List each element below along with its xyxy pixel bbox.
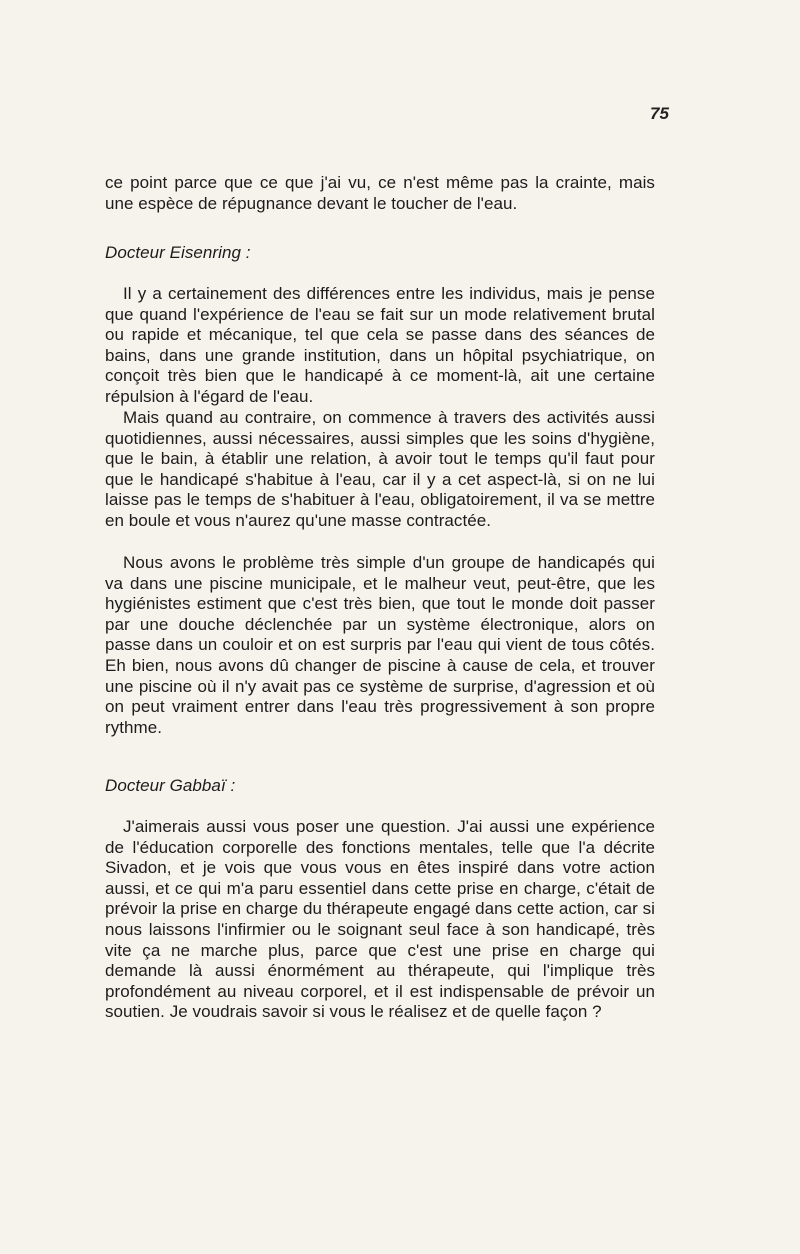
speaker-name: Docteur Eisenring : bbox=[105, 243, 251, 262]
speaker-name: Docteur Gabbaï : bbox=[105, 776, 236, 795]
paragraph-eisenring-1 bbox=[105, 284, 655, 408]
paragraph-gabbai bbox=[105, 817, 655, 1023]
paragraph-eisenring-3 bbox=[105, 553, 655, 738]
paragraph-continuation bbox=[105, 173, 655, 214]
page-number: 75 bbox=[650, 104, 669, 123]
paragraph-text: J'aimerais aussi vous poser une question. J'ai aussi une expérience de l'éducation corporelle des fonctions mentales, telle que l'a décrite Sivadon, et je vois que vous vous en êtes inspiré dans votre action aussi, et ce qui m'a paru essentiel dans cette prise en charge, c'était de prévoir la prise en charge du thérapeute engagé dans cette action, car si nous laissons l'infirmier ou le soignant seul face à son handicapé, très vite ça ne marche plus, parce que c'est une prise en charge qui demande là aussi énormément au thérapeute, qui l'implique très profondément au niveau corporel, et il est indispensable de prévoir un soutien. Je voudrais savoir si vous le réalisez et de quelle façon ? bbox=[105, 817, 655, 1022]
speaker-heading-gabbai bbox=[105, 776, 655, 797]
speaker-heading-eisenring bbox=[105, 243, 655, 264]
paragraph-text: Mais quand au contraire, on commence à travers des activités aussi quotidiennes, aussi nécessaires, aussi simples que les soins d'hygiène, que le bain, à établir une relation, à avoir tout le temps qu'il faut pour que le handicapé s'habitue à l'eau, car il y a cet aspect-là, si on ne lui laisse pas le temps de s'habituer à l'eau, obligatoirement, il va se mettre en boule et vous n'aurez qu'une masse contractée. bbox=[105, 408, 655, 530]
paragraph-text: ce point parce que ce que j'ai vu, ce n'est même pas la crainte, mais une espèce de répugnance devant le toucher de l'eau. bbox=[105, 173, 655, 213]
paragraph-text: Il y a certainement des différences entre les individus, mais je pense que quand l'expérience de l'eau se fait sur un mode relativement brutal ou rapide et mécanique, tel que cela se passe dans des séances de bains, dans une grande institution, dans un hôpital psychiatrique, on conçoit très bien que le handicapé à ce moment-là, ait une certaine répulsion à l'égard de l'eau. bbox=[105, 284, 655, 406]
paragraph-text: Nous avons le problème très simple d'un groupe de handicapés qui va dans une piscine municipale, et le malheur veut, peut-être, que les hygiénistes estiment que c'est très bien, que tout le monde doit passer par une douche déclenchée par un système électronique, alors on passe dans un couloir et on est surpris par l'eau qui vient de tous côtés. Eh bien, nous avons dû changer de piscine à cause de cela, et trouver une piscine où il n'y avait pas ce système de surprise, d'agression et où on peut vraiment entrer dans l'eau très progressivement à son propre rythme. bbox=[105, 553, 655, 737]
paragraph-eisenring-2 bbox=[105, 408, 655, 532]
